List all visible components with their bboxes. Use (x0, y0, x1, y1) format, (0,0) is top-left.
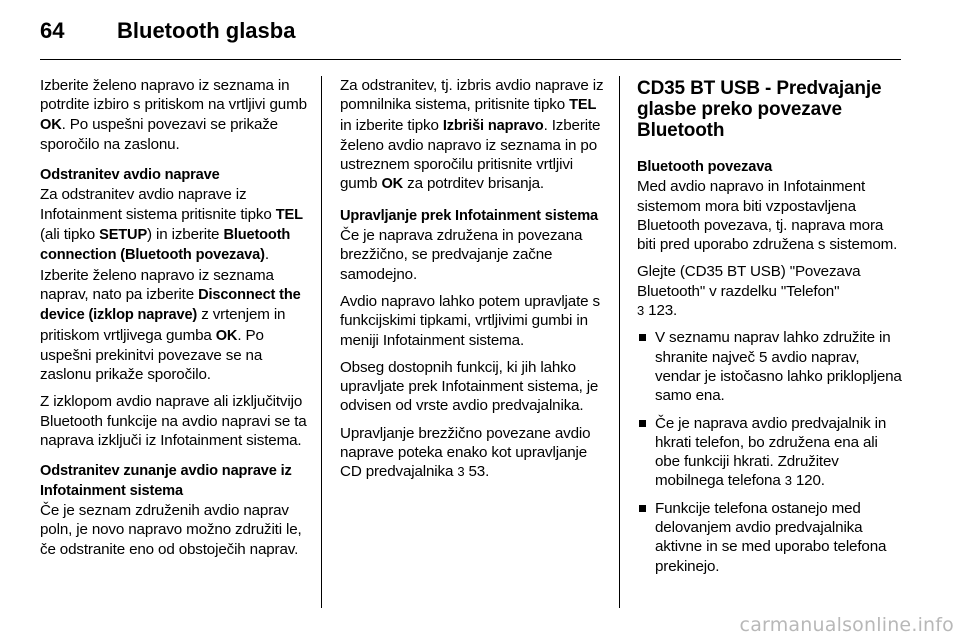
page-title: Bluetooth glasba (117, 18, 296, 43)
paragraph: Obseg dostopnih funkcij, ki jih lahko upravljate prek Infotainment sistema, je odvisen od vrste avdio predvajalnika. (340, 358, 599, 415)
column-divider (619, 76, 620, 608)
paragraph: Z izklopom avdio naprave ali izključitvijo Bluetooth funkcije na avdio napravi se ta naprava izključi iz Infotainment sistema. (40, 393, 307, 450)
section-heading: Bluetooth povezava (637, 159, 773, 175)
list-item: V seznamu naprav lahko združite in shranite največ 5 avdio naprav, vendar je istočasno lahko priklopljena samo ena. (637, 328, 902, 405)
section-heading: Odstranitev avdio naprave (40, 167, 220, 184)
intro-paragraph: Izberite želeno napravo iz seznama in potrdite izbiro s pritiskom na vrtljivi gumb OK. Po uspešni povezavi se prikaže sporočilo na zaslonu. (40, 77, 307, 153)
paragraph: Če je seznam združenih avdio naprav poln, je novo napravo možno združiti le, če odstranite eno od obstoječih naprav. (40, 501, 302, 558)
section-heading: Upravljanje prek Infotainment sistema (340, 207, 599, 224)
bullet-icon (639, 420, 646, 427)
paragraph: Za odstranitev, tj. izbris avdio naprave iz pomnilnika sistema, pritisnite tipko TEL in izberite tipko Izbriši napravo. Izberite želeno avdio napravo iz seznama in po ustreznem sporočilu pritisnite vrtljivi gumb OK za potrditev brisanja. (340, 77, 604, 193)
paragraph: Za odstranitev avdio naprave iz Infotainment sistema pritisnite tipko TEL (ali tipko SETUP) in izberite Bluetooth connection (Bluetooth povezava). Izberite želeno napravo iz seznama naprav, nato pa izberite Disconnect the device (izklop naprave) z vrtenjem in pritiskom vrtljivega gumba OK. Po uspešni prekinitvi povezave se na zaslonu prikaže sporočilo. (40, 186, 303, 384)
column-1 (40, 76, 308, 571)
header-rule (40, 59, 901, 60)
column-2 (340, 76, 608, 490)
section-heading: Odstranitev zunanje avdio naprave iz Infotainment sistema (40, 463, 292, 499)
page-ref-arrow-icon: 3 (784, 473, 792, 489)
page-number: 64 (40, 18, 65, 43)
bullet-icon (639, 334, 646, 341)
column-3 (637, 76, 902, 584)
paragraph: Med avdio napravo in Infotainment sistemom mora biti vzpostavljena Bluetooth povezava, tj. naprava mora biti pred uporabo združena s sistemom. (637, 178, 898, 254)
page-ref-arrow-icon: 3 (637, 303, 645, 319)
list-item: Če je naprava avdio predvajalnik in hkrati telefon, bo združena ena ali obe funkciji hkrati. Združitev mobilnega telefona 3 120. (637, 414, 902, 491)
paragraph: Upravljanje brezžično povezane avdio naprave poteka enako kot upravljanje CD predvajalnika 3 53. (340, 424, 591, 481)
section-title: CD35 BT USB - Predvajanje glasbe preko povezave Bluetooth (637, 78, 882, 141)
paragraph: Če je naprava združena in povezana brezžično, se predvajanje začne samodejno. (340, 227, 583, 283)
bullet-icon (639, 505, 646, 512)
paragraph: Avdio napravo lahko potem upravljate s funkcijskimi tipkami, vrtljivimi gumbi in meniji Infotainment sistema. (340, 292, 600, 349)
list-item: Funkcije telefona ostanejo med delovanjem avdio predvajalnika aktivne in se med uporabo telefona prekinejo. (637, 499, 902, 576)
column-divider (321, 76, 322, 608)
page-ref-arrow-icon: 3 (457, 464, 465, 480)
paragraph: Glejte (CD35 BT USB) "Povezava Bluetooth" v razdelku "Telefon" 3 123. (637, 263, 861, 320)
bullet-list (637, 328, 902, 576)
watermark: carmanualsonline.info (739, 614, 954, 636)
